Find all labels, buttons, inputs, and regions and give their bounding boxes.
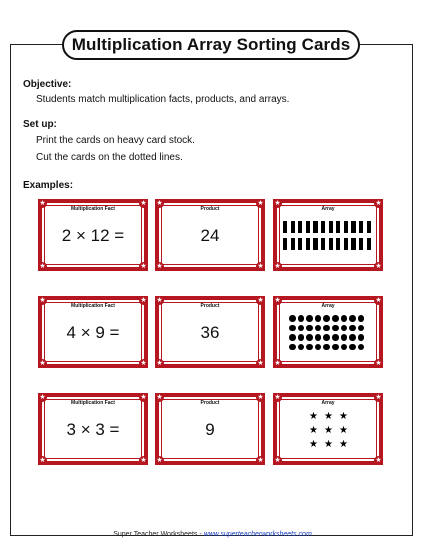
array-dot bbox=[289, 315, 296, 322]
star-icon: ★ bbox=[375, 359, 382, 367]
array-dot bbox=[315, 334, 322, 341]
array-dot bbox=[289, 334, 296, 341]
array-bar bbox=[283, 221, 287, 233]
array-star: ★ bbox=[309, 411, 318, 422]
array-dot bbox=[298, 315, 305, 322]
array-bar bbox=[313, 221, 317, 233]
star-icon: ★ bbox=[257, 359, 264, 367]
card-heading: Array bbox=[321, 206, 335, 212]
card-heading: Array bbox=[321, 400, 335, 406]
array-bar bbox=[291, 221, 295, 233]
array-bar bbox=[329, 221, 333, 233]
array-dot bbox=[358, 315, 365, 322]
multiplication-fact: 4 × 9 = bbox=[66, 323, 120, 342]
star-icon: ★ bbox=[140, 456, 147, 464]
array-card bbox=[273, 199, 383, 271]
star-icon: ★ bbox=[257, 262, 264, 270]
star-icon: ★ bbox=[156, 359, 163, 367]
array-dot bbox=[358, 344, 365, 351]
array-bar bbox=[298, 221, 302, 233]
star-icon: ★ bbox=[39, 456, 46, 464]
array-bar bbox=[306, 238, 310, 250]
array-dot bbox=[323, 334, 330, 341]
card-heading: Product bbox=[200, 303, 220, 309]
star-icon: ★ bbox=[156, 456, 163, 464]
array-bar bbox=[283, 238, 287, 250]
star-icon: ★ bbox=[274, 296, 281, 304]
setup-line-2: Cut the cards on the dotted lines. bbox=[36, 152, 183, 163]
star-icon: ★ bbox=[140, 199, 147, 207]
star-icon: ★ bbox=[140, 296, 147, 304]
array-star: ★ bbox=[324, 425, 333, 436]
footer-link[interactable]: www.superteacherworksheets.com bbox=[203, 531, 312, 538]
array-dot bbox=[358, 325, 365, 332]
star-icon: ★ bbox=[375, 456, 382, 464]
product-card bbox=[155, 199, 265, 271]
array-bar bbox=[336, 238, 340, 250]
array-bar bbox=[291, 238, 295, 250]
dot-array bbox=[289, 315, 369, 355]
fact-card bbox=[38, 296, 148, 368]
array-dot bbox=[349, 315, 356, 322]
star-icon: ★ bbox=[140, 262, 147, 270]
card-heading: Multiplication Fact bbox=[71, 400, 115, 406]
array-card bbox=[273, 393, 383, 465]
examples-label: Examples: bbox=[23, 180, 74, 191]
array-dot bbox=[289, 344, 296, 351]
objective-label: Objective: bbox=[23, 79, 72, 90]
star-icon: ★ bbox=[375, 393, 382, 401]
array-dot bbox=[358, 334, 365, 341]
star-icon: ★ bbox=[156, 262, 163, 270]
card-heading: Product bbox=[200, 206, 220, 212]
array-dot bbox=[289, 325, 296, 332]
setup-label: Set up: bbox=[23, 119, 57, 130]
star-icon: ★ bbox=[39, 359, 46, 367]
star-icon: ★ bbox=[274, 359, 281, 367]
array-star: ★ bbox=[339, 411, 348, 422]
array-dot bbox=[306, 334, 313, 341]
array-dot bbox=[298, 325, 305, 332]
array-bar bbox=[359, 221, 363, 233]
product-value: 24 bbox=[200, 226, 220, 245]
array-dot bbox=[332, 344, 339, 351]
array-dot bbox=[349, 325, 356, 332]
star-icon: ★ bbox=[375, 296, 382, 304]
array-bar bbox=[344, 238, 348, 250]
array-dot bbox=[306, 344, 313, 351]
star-icon: ★ bbox=[156, 393, 163, 401]
star-icon: ★ bbox=[39, 199, 46, 207]
setup-line-1: Print the cards on heavy card stock. bbox=[36, 135, 195, 146]
array-dot bbox=[306, 315, 313, 322]
multiplication-fact: 3 × 3 = bbox=[66, 420, 120, 439]
array-bar bbox=[306, 221, 310, 233]
star-icon: ★ bbox=[39, 262, 46, 270]
array-bar bbox=[321, 238, 325, 250]
array-dot bbox=[323, 325, 330, 332]
array-dot bbox=[315, 344, 322, 351]
star-icon: ★ bbox=[274, 262, 281, 270]
array-dot bbox=[341, 315, 348, 322]
star-icon: ★ bbox=[274, 393, 281, 401]
array-card bbox=[273, 296, 383, 368]
array-dot bbox=[315, 325, 322, 332]
star-icon: ★ bbox=[39, 393, 46, 401]
array-bar bbox=[336, 221, 340, 233]
card-heading: Array bbox=[321, 303, 335, 309]
array-bar bbox=[313, 238, 317, 250]
star-icon: ★ bbox=[39, 296, 46, 304]
array-star: ★ bbox=[324, 439, 333, 450]
array-dot bbox=[349, 344, 356, 351]
array-dot bbox=[341, 344, 348, 351]
array-bar bbox=[351, 221, 355, 233]
star-icon: ★ bbox=[140, 359, 147, 367]
array-bar bbox=[344, 221, 348, 233]
page-title: Multiplication Array Sorting Cards bbox=[62, 30, 360, 60]
array-dot bbox=[315, 315, 322, 322]
star-icon: ★ bbox=[156, 199, 163, 207]
star-icon: ★ bbox=[257, 456, 264, 464]
array-dot bbox=[323, 344, 330, 351]
star-icon: ★ bbox=[257, 296, 264, 304]
array-bar bbox=[351, 238, 355, 250]
star-icon: ★ bbox=[257, 393, 264, 401]
card-heading: Multiplication Fact bbox=[71, 206, 115, 212]
objective-text: Students match multiplication facts, products, and arrays. bbox=[36, 94, 290, 105]
star-icon: ★ bbox=[375, 199, 382, 207]
product-value: 9 bbox=[205, 420, 215, 439]
array-dot bbox=[332, 325, 339, 332]
fact-card bbox=[38, 199, 148, 271]
fact-card bbox=[38, 393, 148, 465]
product-value: 36 bbox=[200, 323, 220, 342]
array-bar bbox=[298, 238, 302, 250]
array-bar bbox=[321, 221, 325, 233]
star-icon: ★ bbox=[140, 393, 147, 401]
array-star: ★ bbox=[339, 439, 348, 450]
star-icon: ★ bbox=[274, 199, 281, 207]
star-icon: ★ bbox=[257, 199, 264, 207]
bar-array bbox=[283, 221, 373, 253]
star-icon: ★ bbox=[375, 262, 382, 270]
star-array bbox=[309, 411, 353, 455]
product-card bbox=[155, 296, 265, 368]
multiplication-fact: 2 × 12 = bbox=[61, 226, 125, 245]
footer-text: Super Teacher Worksheets - bbox=[113, 531, 204, 538]
array-star: ★ bbox=[309, 425, 318, 436]
array-bar bbox=[359, 238, 363, 250]
footer bbox=[0, 531, 425, 538]
card-heading: Product bbox=[200, 400, 220, 406]
array-bar bbox=[367, 221, 371, 233]
array-dot bbox=[332, 334, 339, 341]
array-dot bbox=[349, 334, 356, 341]
array-dot bbox=[323, 315, 330, 322]
array-dot bbox=[298, 344, 305, 351]
array-dot bbox=[341, 334, 348, 341]
star-icon: ★ bbox=[274, 456, 281, 464]
array-star: ★ bbox=[324, 411, 333, 422]
array-dot bbox=[341, 325, 348, 332]
array-star: ★ bbox=[339, 425, 348, 436]
array-dot bbox=[306, 325, 313, 332]
card-heading: Multiplication Fact bbox=[71, 303, 115, 309]
array-star: ★ bbox=[309, 439, 318, 450]
star-icon: ★ bbox=[156, 296, 163, 304]
array-bar bbox=[367, 238, 371, 250]
array-dot bbox=[298, 334, 305, 341]
array-dot bbox=[332, 315, 339, 322]
array-bar bbox=[329, 238, 333, 250]
product-card bbox=[155, 393, 265, 465]
